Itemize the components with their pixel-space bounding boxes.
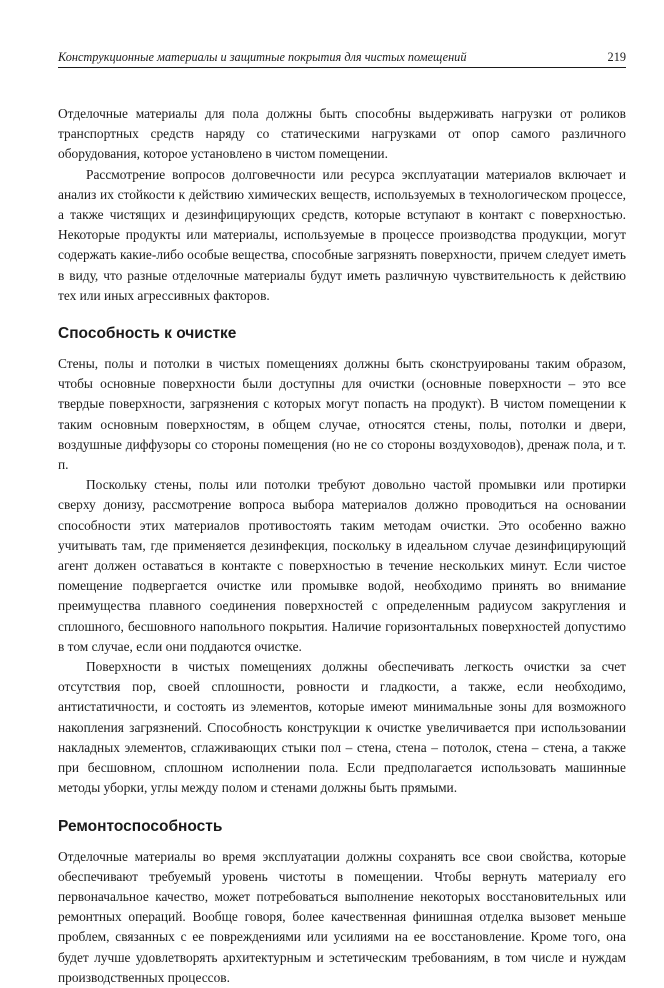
paragraph: Поверхности в чистых помещениях должны обеспечивать легкость очистки за счет отсутствия пор, своей сплошности, ровности и гладкости, а также, если необходимо, антистатичности, и состоять из элементов, которые имеют минимальные зоны для возможного накопления загрязнений. Способность конструкции к очистке увеличивается при использовании накладных элементов, сглаживающих стыки пол – стена, стена – потолок, стена – стена, а также при бесшовном, сплошном исполнении пола. Если предполагается использовать машинные методы уборки, углы между полом и стенами должны быть прямыми. [58,659,626,796]
section-heading-repairability: Ремонтоспособность [58,817,223,835]
body-text [58,104,626,988]
paragraph: Рассмотрение вопросов долговечности или ресурса эксплуатации материалов включает и анализ их стойкости к действию химических веществ, используемых в технологическом процессе, а также чистящих и дезинфицирующих средств, которые вступают в контакт с поверхностью. Некоторые продукты или материалы, используемые в процессе производства продукции, могут содержать какие-либо особые вещества, способные загрязнять поверхности, причем следует иметь в виду, что разные отделочные материалы будут иметь различную чувствительность к действию тех или иных агрессивных факторов. [58,166,626,303]
running-header [58,50,626,68]
paragraph: Отделочные материалы во время эксплуатации должны сохранять все свои свойства, которые обеспечивают требуемый уровень чистоты в помещении. Чтобы вернуть материалу его первоначальное качество, может потребоваться выполнение некоторых восстановительных или ремонтных операций. Вообще говоря, более качественная финишная отделка вызовет меньше проблем, связанных с ее повреждениями или усилиями на ее восстановление. Кроме того, она будет лучше удовлетворять архитектурным и эстетическим требованиям, в том числе и нуждам производственных процессов. [58,848,626,985]
page-number: 219 [607,50,626,64]
book-page [58,50,626,988]
paragraph: Стены, полы и потолки в чистых помещениях должны быть сконструированы таким образом, чтобы основные поверхности были доступны для очистки (основные поверхности – это все твердые поверхности, загрязнения с которых могут попасть на продукт). В чистом помещении к таким основным поверхностям, в общем случае, относятся стены, полы, потолки и двери, воздушные диффузоры со стороны помещения (но не со стороны воздуховодов), дренаж пола, и т. п. [58,356,626,473]
paragraph: Отделочные материалы для пола должны быть способны выдерживать нагрузки от роликов транспортных средств наряду со статическими нагрузками от опор самого различного оборудования, которое установлено в чистом помещении. [58,106,626,162]
running-header-title: Конструкционные материалы и защитные покрытия для чистых помещений [58,50,467,64]
paragraph: Поскольку стены, полы или потолки требуют довольно частой промывки или протирки сверху донизу, рассмотрение вопроса выбора материалов должно проводиться на основании способности этих материалов противостоять таким методам очистки. Это особенно важно учитывать там, где применяется дезинфекция, поскольку в идеальном случае дезинфицирующий агент должен оставаться в контакте с поверхностью в течение нескольких минут. Если чистое помещение подвергается очистке или промывке водой, необходимо принять во внимание преимущества плавного соединения поверхностей с определенным радиусом закругления и сплошного, бесшовного напольного покрытия. Наличие горизонтальных поверхностей допустимо в том случае, если они поддаются очистке. [58,477,626,654]
section-heading-cleanability: Способность к очистке [58,325,237,343]
